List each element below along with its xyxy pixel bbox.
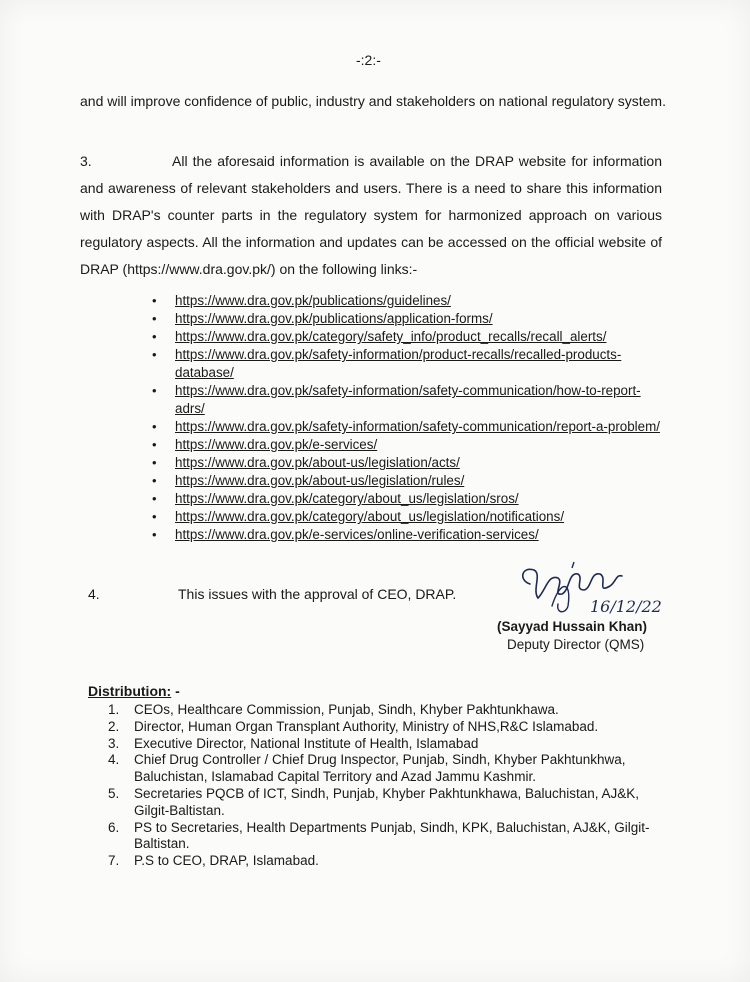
bullet-icon: • (152, 473, 157, 488)
list-item (150, 472, 670, 490)
item-number: 5. (108, 785, 120, 801)
list-item (150, 418, 670, 436)
signer-block (497, 618, 647, 654)
bullet-icon: • (152, 509, 157, 524)
paragraph-3 (80, 148, 662, 283)
list-item (150, 328, 670, 346)
distribution-heading-suffix: - (171, 683, 180, 699)
item-number: 2. (108, 718, 120, 734)
item-number: 3. (108, 735, 120, 751)
list-item (150, 346, 670, 382)
item-text: CEOs, Healthcare Commission, Punjab, Sindh, Khyber Pakhtunkhawa. (134, 702, 559, 717)
paragraph-number: 4. (88, 586, 100, 602)
item-number: 1. (108, 702, 120, 717)
item-text: P.S to CEO, DRAP, Islamabad. (134, 853, 319, 869)
link[interactable]: https://www.dra.gov.pk/category/safety_info/product_recalls/recall_alerts/ (175, 329, 607, 344)
link[interactable]: https://www.dra.gov.pk/publications/guidelines/ (175, 293, 451, 308)
bullet-icon: • (152, 455, 157, 470)
bullet-icon: • (152, 347, 157, 362)
continuation-paragraph: and will improve confidence of public, industry and stakeholders on national regulatory system. (80, 93, 666, 109)
paragraph-text: All the aforesaid information is available on the DRAP website for information and awareness of relevant stakeholders and users. There is a need to share this information with DRAP's counter parts in the regulatory system for harmonized approach on various regulatory aspects. All the information and updates can be accessed on the official website of DRAP (https://www.dra.gov.pk/) on the following links:- (80, 153, 662, 277)
signer-name: (Sayyad Hussain Khan) (497, 619, 648, 634)
signature-date: 16/12/22 (590, 597, 662, 616)
link[interactable]: https://www.dra.gov.pk/category/about_us/legislation/sros/ (175, 491, 519, 506)
list-item (108, 853, 668, 870)
item-text: PS to Secretaries, Health Departments Punjab, Sindh, KPK, Baluchistan, AJ&K, Gilgit-Baltistan. (134, 819, 650, 852)
distribution-list (108, 702, 668, 870)
item-text: Secretaries PQCB of ICT, Sindh, Punjab, Khyber Pakhtunkhawa, Baluchistan, AJ&K, Gilgit-Baltistan. (134, 785, 640, 818)
paragraph-4 (88, 586, 456, 602)
link[interactable]: https://www.dra.gov.pk/safety-information/product-recalls/recalled-products-database/ (175, 347, 622, 380)
distribution-heading-label: Distribution: (88, 683, 172, 699)
links-list (150, 292, 670, 544)
distribution-heading (88, 683, 180, 699)
list-item (150, 526, 670, 544)
list-item (150, 436, 670, 454)
list-item (108, 820, 668, 854)
bullet-icon: • (152, 311, 157, 326)
signer-title: Deputy Director (QMS) (507, 637, 645, 652)
bullet-icon: • (152, 383, 157, 398)
list-item (150, 454, 670, 472)
bullet-icon: • (152, 437, 157, 452)
bullet-icon: • (152, 329, 157, 344)
item-text: Chief Drug Controller / Chief Drug Inspector, Punjab, Sindh, Khyber Pakhtunkhwa, Baluchistan, Islamabad Capital Territory and Azad Jammu Kashmir. (134, 752, 626, 785)
list-item (150, 490, 670, 508)
list-item (150, 382, 670, 418)
item-number: 4. (108, 752, 120, 768)
list-item (108, 752, 668, 786)
bullet-icon: • (152, 527, 157, 542)
item-text: Director, Human Organ Transplant Authority, Ministry of NHS,R&C Islamabad. (134, 718, 599, 734)
bullet-icon: • (152, 293, 157, 308)
list-item (150, 508, 670, 526)
link[interactable]: https://www.dra.gov.pk/category/about_us/legislation/notifications/ (175, 509, 565, 524)
link[interactable]: https://www.dra.gov.pk/e-services/ (175, 437, 378, 452)
list-item (150, 310, 670, 328)
link[interactable]: https://www.dra.gov.pk/safety-information/safety-communication/report-a-problem/ (175, 419, 660, 434)
bullet-icon: • (152, 419, 157, 434)
paragraph-number: 3. (80, 153, 92, 169)
item-text: Executive Director, National Institute of Health, Islamabad (134, 735, 479, 751)
item-number: 6. (108, 819, 120, 835)
link[interactable]: https://www.dra.gov.pk/e-services/online-verification-services/ (175, 527, 539, 542)
link[interactable]: https://www.dra.gov.pk/about-us/legislation/acts/ (175, 455, 460, 470)
list-item (150, 292, 670, 310)
list-item (108, 786, 668, 820)
link[interactable]: https://www.dra.gov.pk/safety-information/safety-communication/how-to-report-adrs/ (175, 383, 641, 416)
paragraph-text: This issues with the approval of CEO, DRAP. (178, 586, 457, 602)
page-number: -:2:- (356, 52, 381, 68)
link[interactable]: https://www.dra.gov.pk/about-us/legislation/rules/ (175, 473, 465, 488)
list-item (108, 702, 668, 719)
link[interactable]: https://www.dra.gov.pk/publications/application-forms/ (175, 311, 493, 326)
handwritten-signature (512, 560, 672, 622)
bullet-icon: • (152, 491, 157, 506)
list-item (108, 719, 668, 736)
list-item (108, 736, 668, 753)
item-number: 7. (108, 853, 120, 869)
